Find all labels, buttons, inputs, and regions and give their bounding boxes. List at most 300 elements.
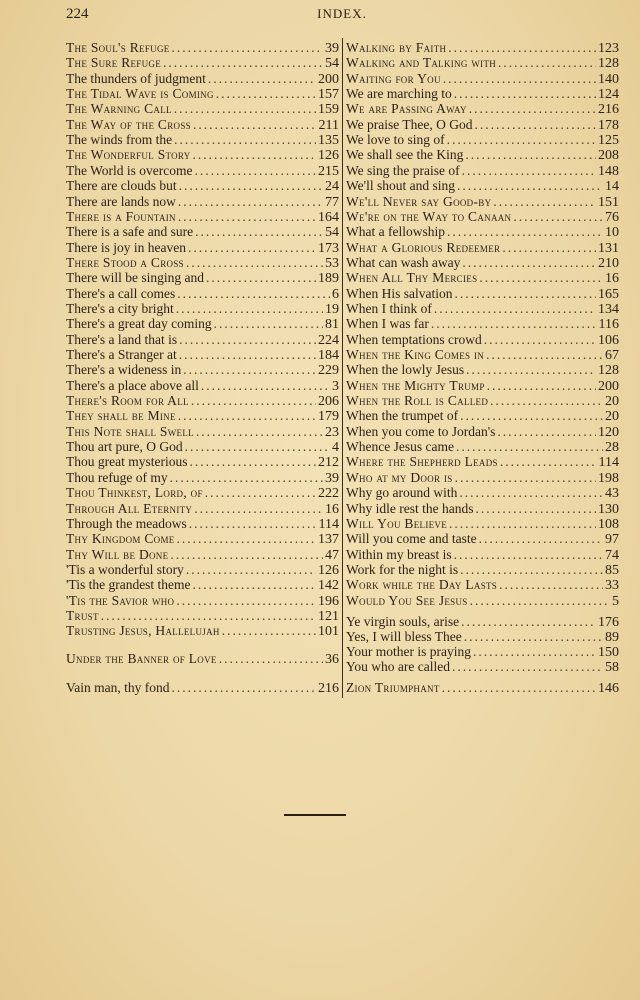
entry-title: The winds from the: [66, 132, 173, 147]
index-entry: [66, 332, 339, 348]
entry-title: There is a Fountain: [66, 209, 176, 224]
entry-title: We are Passing Away: [346, 101, 467, 116]
entry-title: There are lands now: [66, 194, 176, 209]
entry-page-number: 189: [318, 271, 339, 286]
entry-title: We praise Thee, O God: [346, 117, 473, 132]
index-entry: [346, 577, 619, 593]
entry-title: When His salvation: [346, 286, 453, 301]
index-entry: [346, 209, 619, 225]
leader-dots: [470, 593, 610, 609]
entry-title: 'Tis the Savior who: [66, 593, 175, 608]
index-entry: [66, 454, 339, 470]
entry-page-number: 137: [318, 532, 339, 547]
entry-page-number: 43: [605, 486, 619, 501]
index-entry: [66, 147, 339, 163]
entry-title: What a fellowship: [346, 224, 445, 239]
entry-title: When the Roll is Called: [346, 393, 489, 408]
leader-dots: [466, 362, 596, 378]
entry-page-number: 150: [598, 645, 619, 660]
index-entry: [346, 501, 619, 517]
leader-dots: [449, 516, 596, 532]
entry-page-number: 212: [318, 455, 339, 470]
index-entry: [346, 163, 619, 179]
entry-title: There is a safe and sure: [66, 224, 194, 239]
entry-page-number: 126: [318, 148, 339, 163]
leader-dots: [500, 454, 597, 470]
index-entry: [66, 71, 339, 87]
index-entry: [66, 347, 339, 363]
leader-dots: [170, 470, 323, 486]
entry-page-number: 23: [325, 425, 339, 440]
leader-dots: [179, 332, 316, 348]
entry-title: 'Tis the grandest theme: [66, 577, 191, 592]
leader-dots: [460, 408, 603, 424]
index-entry: [346, 55, 619, 71]
entry-title: Ye virgin souls, arise: [346, 614, 460, 629]
leader-dots: [454, 86, 596, 102]
entry-title: There's a land that is: [66, 332, 178, 347]
leader-dots: [513, 209, 603, 225]
entry-title: What a Glorious Redeemer: [346, 240, 501, 255]
index-entry: [346, 470, 619, 486]
leader-dots: [490, 393, 603, 409]
entry-title: We'll shout and sing: [346, 178, 455, 193]
entry-title: Will you come and taste: [346, 531, 477, 546]
leader-dots: [185, 439, 330, 455]
index-entry: [346, 516, 619, 532]
entry-page-number: 54: [325, 56, 339, 71]
index-entry: [66, 408, 339, 424]
leader-dots: [177, 531, 316, 547]
entry-title: The Way of the Cross: [66, 117, 191, 132]
leader-dots: [163, 55, 323, 71]
entry-page-number: 24: [325, 179, 339, 194]
entry-page-number: 120: [598, 425, 619, 440]
entry-page-number: 16: [325, 502, 339, 517]
page-number: 224: [66, 6, 89, 22]
leader-dots: [499, 577, 603, 593]
leader-dots: [454, 286, 596, 302]
index-entry: [346, 424, 619, 440]
entry-page-number: 224: [318, 333, 339, 348]
entry-title: Through the meadows: [66, 516, 187, 531]
entry-title: This Note shall Swell: [66, 424, 194, 439]
entry-page-number: 200: [318, 72, 339, 87]
index-entry: [66, 132, 339, 148]
entry-title: We shall see the King: [346, 147, 464, 162]
entry-title: Walking by Faith: [346, 40, 447, 55]
leader-dots: [179, 347, 316, 363]
index-entry: [66, 393, 339, 409]
entry-title: The Sure Refuge: [66, 55, 162, 70]
entry-page-number: 216: [318, 681, 339, 696]
entry-title: Thou Thinkest, Lord, of: [66, 485, 203, 500]
index-entry: [346, 86, 619, 102]
entry-title: Work while the Day Lasts: [346, 577, 498, 592]
entry-page-number: 159: [318, 102, 339, 117]
entry-page-number: 151: [598, 195, 619, 210]
index-entry: [66, 40, 339, 56]
entry-title: The Wonderful Story: [66, 147, 191, 162]
entry-title: Who at my Door is: [346, 470, 453, 485]
index-entry: [66, 163, 339, 179]
entry-title: There's a city bright: [66, 301, 174, 316]
entry-title: They shall be Mine: [66, 408, 176, 423]
leader-dots: [208, 71, 316, 87]
entry-title: We're on the Way to Canaan: [346, 209, 512, 224]
leader-dots: [177, 286, 330, 302]
entry-page-number: 173: [318, 241, 339, 256]
index-entry: [66, 224, 339, 240]
index-entry: [66, 240, 339, 256]
entry-title: The Warning Call: [66, 101, 172, 116]
entry-page-number: 108: [598, 517, 619, 532]
leader-dots: [447, 132, 596, 148]
entry-title: Thou great mysterious: [66, 454, 188, 469]
entry-title: We sing the praise of: [346, 163, 460, 178]
column-divider: [342, 38, 343, 698]
index-entry: [346, 316, 619, 332]
leader-dots: [183, 362, 316, 378]
entry-title: There's a great day coming: [66, 316, 212, 331]
leader-dots: [201, 378, 330, 394]
index-entry: [346, 408, 619, 424]
index-entry: [346, 378, 619, 394]
index-entry: [66, 86, 339, 102]
entry-title: Where the Shepherd Leads: [346, 454, 498, 469]
leader-dots: [479, 270, 603, 286]
index-entry: [346, 680, 619, 696]
entry-page-number: 176: [598, 615, 619, 630]
entry-page-number: 128: [598, 56, 619, 71]
entry-page-number: 4: [332, 440, 339, 455]
entry-page-number: 19: [325, 302, 339, 317]
entry-page-number: 210: [598, 256, 619, 271]
entry-title: Your mother is praying: [346, 644, 472, 659]
index-entry: [346, 132, 619, 148]
index-entry: [346, 40, 619, 56]
index-entry: [346, 659, 619, 675]
index-entry: [66, 270, 339, 286]
index-entry: [346, 485, 619, 501]
leader-dots: [178, 209, 316, 225]
entry-page-number: 54: [325, 225, 339, 240]
leader-dots: [195, 163, 316, 179]
entry-title: When the Mighty Trump: [346, 378, 485, 393]
entry-title: Whence Jesus came: [346, 439, 454, 454]
index-entry: [66, 577, 339, 593]
entry-page-number: 164: [318, 210, 339, 225]
leader-dots: [219, 651, 323, 667]
leader-dots: [205, 485, 316, 501]
leader-dots: [214, 316, 323, 332]
entry-title: Trusting Jesus, Hallelujah: [66, 623, 220, 638]
entry-page-number: 58: [605, 660, 619, 675]
leader-dots: [431, 316, 597, 332]
entry-page-number: 81: [325, 317, 339, 332]
leader-dots: [195, 224, 323, 240]
entry-title: Waiting for You: [346, 71, 441, 86]
index-entry: [346, 224, 619, 240]
index-entry: [346, 194, 619, 210]
entry-title: Will You Believe: [346, 516, 448, 531]
entry-title: Walking and Talking with: [346, 55, 497, 70]
leader-dots: [502, 240, 596, 256]
entry-title: Under the Banner of Love: [66, 651, 217, 666]
index-entry: [66, 301, 339, 317]
entry-title: The Tidal Wave is Coming: [66, 86, 214, 101]
entry-page-number: 165: [598, 287, 619, 302]
entry-title: When the lowly Jesus: [346, 362, 465, 377]
index-entry: [346, 644, 619, 660]
leader-dots: [442, 680, 596, 696]
leader-dots: [193, 147, 316, 163]
index-entry: [66, 286, 339, 302]
entry-page-number: 36: [325, 652, 339, 667]
entry-title: There are clouds but: [66, 178, 177, 193]
leader-dots: [469, 101, 596, 117]
leader-dots: [186, 255, 323, 271]
entry-page-number: 211: [318, 118, 339, 133]
leader-dots: [475, 501, 596, 517]
entry-page-number: 123: [598, 41, 619, 56]
index-entry: [346, 439, 619, 455]
leader-dots: [101, 608, 316, 624]
entry-page-number: 39: [325, 471, 339, 486]
index-entry: [66, 439, 339, 455]
index-entry: [66, 117, 339, 133]
entry-title: The World is overcome: [66, 163, 193, 178]
leader-dots: [447, 224, 603, 240]
index-entry: [66, 178, 339, 194]
entry-title: Thy Kingdom Come: [66, 531, 175, 546]
leader-dots: [448, 40, 596, 56]
index-entry: [346, 101, 619, 117]
index-entry: [346, 593, 619, 609]
entry-page-number: 16: [605, 271, 619, 286]
entry-page-number: 198: [598, 471, 619, 486]
entry-page-number: 39: [325, 41, 339, 56]
entry-page-number: 3: [332, 379, 339, 394]
entry-title: The Soul's Refuge: [66, 40, 170, 55]
entry-title: When temptations crowd: [346, 332, 482, 347]
entry-title: There is joy in heaven: [66, 240, 186, 255]
entry-page-number: 142: [318, 578, 339, 593]
leader-dots: [465, 147, 596, 163]
index-entry: [66, 255, 339, 271]
leader-dots: [172, 40, 323, 56]
leader-dots: [179, 178, 323, 194]
entry-page-number: 157: [318, 87, 339, 102]
index-entry: [66, 485, 339, 501]
index-entry: [66, 531, 339, 547]
entry-page-number: 178: [598, 118, 619, 133]
leader-dots: [452, 659, 603, 675]
entry-title: What can wash away: [346, 255, 461, 270]
leader-dots: [189, 454, 316, 470]
entry-page-number: 184: [318, 348, 339, 363]
index-entry: [346, 614, 619, 630]
entry-page-number: 89: [605, 630, 619, 645]
index-entry: [66, 501, 339, 517]
leader-dots: [222, 623, 316, 639]
leader-dots: [461, 614, 596, 630]
leader-dots: [193, 117, 317, 133]
index-entry: [346, 393, 619, 409]
leader-dots: [176, 301, 323, 317]
entry-title: When I think of: [346, 301, 432, 316]
entry-page-number: 97: [605, 532, 619, 547]
leader-dots: [498, 55, 596, 71]
entry-page-number: 229: [318, 363, 339, 378]
index-entry: [66, 623, 339, 639]
index-entry: [66, 101, 339, 117]
entry-page-number: 222: [318, 486, 339, 501]
entry-title: There's Room for All: [66, 393, 189, 408]
entry-page-number: 6: [332, 287, 339, 302]
entry-page-number: 140: [598, 72, 619, 87]
entry-title: 'Tis a wonderful story: [66, 562, 184, 577]
entry-title: Through All Eternity: [66, 501, 193, 516]
entry-page-number: 216: [598, 102, 619, 117]
entry-page-number: 196: [318, 594, 339, 609]
leader-dots: [454, 547, 603, 563]
entry-title: There will be singing and: [66, 270, 204, 285]
leader-dots: [457, 178, 603, 194]
index-entry: [66, 593, 339, 609]
index-entry: [66, 608, 339, 624]
leader-dots: [174, 132, 316, 148]
leader-dots: [455, 470, 596, 486]
entry-title: Vain man, thy fond: [66, 680, 170, 695]
entry-title: Within my breast is: [346, 547, 452, 562]
index-entry: [346, 286, 619, 302]
leader-dots: [464, 629, 603, 645]
entry-page-number: 208: [598, 148, 619, 163]
entry-title: When you come to Jordan's: [346, 424, 496, 439]
leader-dots: [493, 194, 596, 210]
entry-page-number: 146: [598, 681, 619, 696]
entry-title: There's a call comes: [66, 286, 176, 301]
entry-title: Would You See Jesus: [346, 593, 468, 608]
entry-page-number: 101: [318, 624, 339, 639]
entry-page-number: 116: [598, 317, 619, 332]
entry-page-number: 200: [598, 379, 619, 394]
index-entry: [66, 547, 339, 563]
index-entry: [346, 454, 619, 470]
entry-page-number: 33: [605, 578, 619, 593]
leader-dots: [172, 680, 317, 696]
index-entry: [346, 531, 619, 547]
leader-dots: [462, 255, 596, 271]
leader-dots: [486, 347, 603, 363]
entry-page-number: 148: [598, 164, 619, 179]
entry-title: We love to sing of: [346, 132, 445, 147]
entry-title: When All Thy Mercies: [346, 270, 478, 285]
entry-title: The thunders of judgment: [66, 71, 206, 86]
leader-dots: [462, 163, 596, 179]
index-entry: [346, 178, 619, 194]
running-title: INDEX.: [317, 6, 367, 21]
entry-page-number: 128: [598, 363, 619, 378]
page-header: [66, 6, 618, 26]
entry-page-number: 125: [598, 133, 619, 148]
leader-dots: [193, 577, 316, 593]
leader-dots: [497, 424, 596, 440]
leader-dots: [206, 270, 316, 286]
index-entry: [346, 270, 619, 286]
index-entry: [66, 378, 339, 394]
leader-dots: [487, 378, 596, 394]
entry-page-number: 114: [318, 517, 339, 532]
leader-dots: [460, 562, 603, 578]
entry-title: There's a wideness in: [66, 362, 182, 377]
entry-page-number: 206: [318, 394, 339, 409]
index-entry: [346, 332, 619, 348]
entry-page-number: 130: [598, 502, 619, 517]
leader-dots: [170, 547, 323, 563]
entry-page-number: 85: [605, 563, 619, 578]
leader-dots: [176, 593, 316, 609]
entry-title: Thy Will be Done: [66, 547, 169, 562]
entry-title: There's a Stranger at: [66, 347, 177, 362]
entry-page-number: 67: [605, 348, 619, 363]
entry-page-number: 14: [605, 179, 619, 194]
entry-title: You who are called: [346, 659, 450, 674]
entry-page-number: 215: [318, 164, 339, 179]
entry-page-number: 20: [605, 394, 619, 409]
leader-dots: [443, 71, 596, 87]
index-entry: [66, 651, 339, 667]
leader-dots: [459, 485, 603, 501]
leader-dots: [196, 424, 323, 440]
entry-title: We'll Never say Good-by: [346, 194, 492, 209]
entry-title: Zion Triumphant: [346, 680, 440, 695]
index-entry: [346, 240, 619, 256]
entry-title: When the trumpet of: [346, 408, 459, 423]
leader-dots: [475, 117, 597, 133]
entry-page-number: 77: [325, 195, 339, 210]
index-entry: [346, 547, 619, 563]
entry-title: When the King Comes in: [346, 347, 485, 362]
index-entry: [66, 55, 339, 71]
index-entry: [346, 347, 619, 363]
leader-dots: [189, 516, 317, 532]
entry-title: Thou art pure, O God: [66, 439, 183, 454]
leader-dots: [484, 332, 596, 348]
entry-page-number: 76: [605, 210, 619, 225]
leader-dots: [191, 393, 316, 409]
entry-page-number: 74: [605, 548, 619, 563]
index-entry: [346, 117, 619, 133]
index-entry: [66, 209, 339, 225]
leader-dots: [174, 101, 316, 117]
end-rule: [284, 814, 346, 816]
entry-page-number: 53: [325, 256, 339, 271]
index-entry: [66, 516, 339, 532]
entry-title: When I was far: [346, 316, 429, 331]
index-entry: [66, 316, 339, 332]
entry-page-number: 10: [605, 225, 619, 240]
index-entry: [346, 562, 619, 578]
index-entry: [346, 629, 619, 645]
entry-title: Why idle rest the hands: [346, 501, 474, 516]
entry-page-number: 28: [605, 440, 619, 455]
entry-page-number: 121: [318, 609, 339, 624]
entry-page-number: 114: [598, 455, 619, 470]
entry-title: Thou refuge of my: [66, 470, 168, 485]
entry-page-number: 47: [325, 548, 339, 563]
